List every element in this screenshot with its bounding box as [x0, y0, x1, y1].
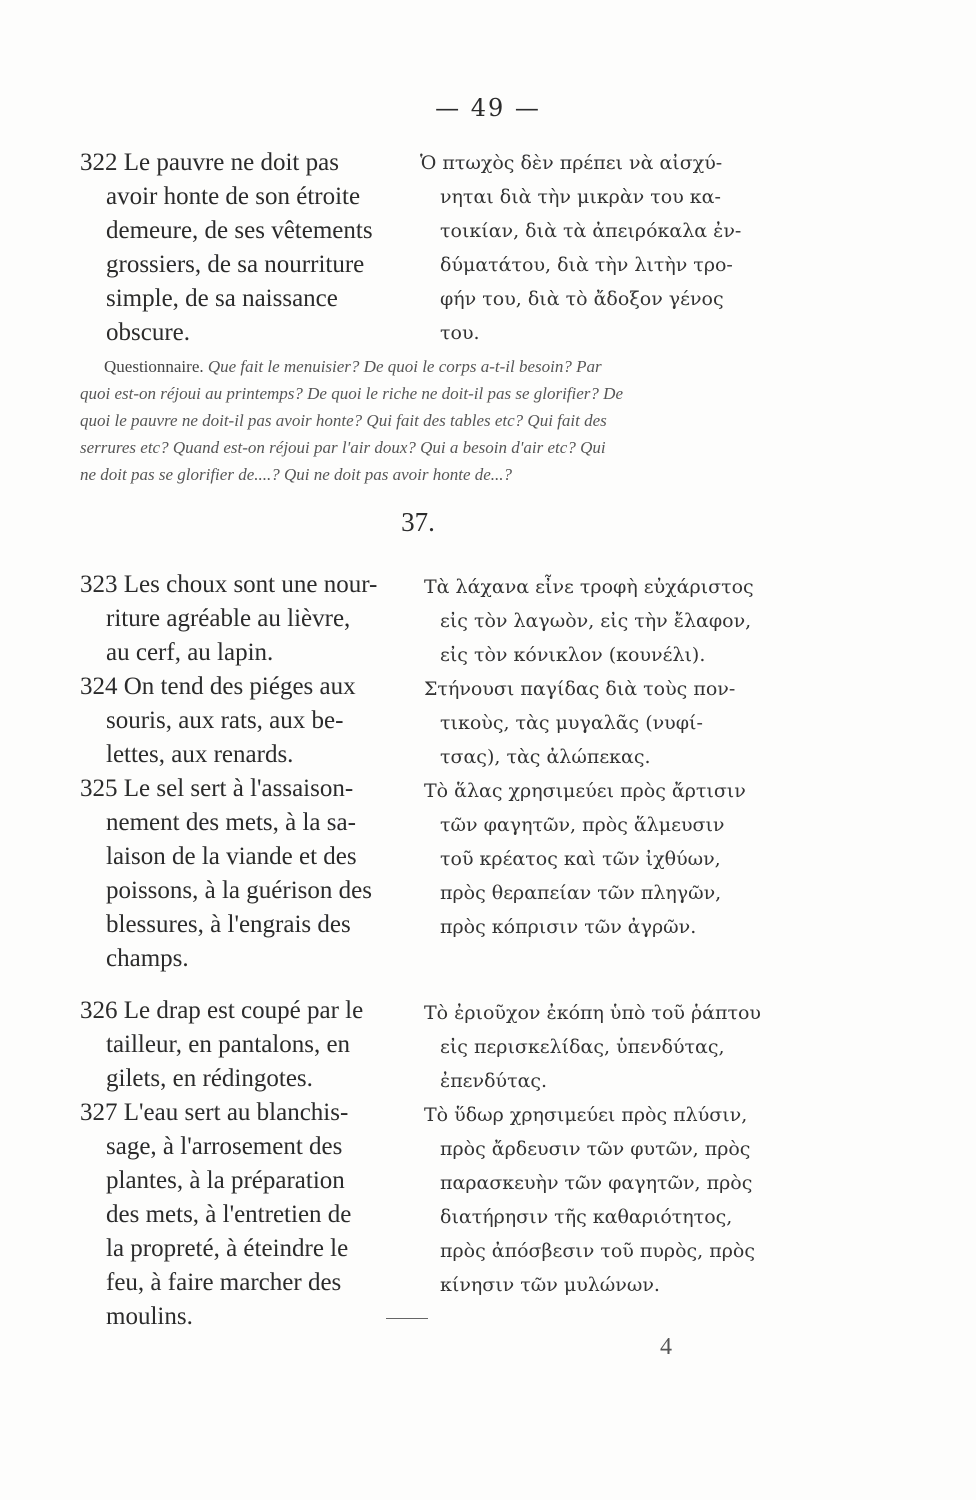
french-line: blessures, à l'engrais des [106, 911, 351, 938]
greek-line: πρὸς θεραπείαν τῶν πληγῶν, [440, 882, 722, 904]
greek-line: του. [440, 322, 480, 344]
french-line: 324 On tend des piéges aux [80, 673, 356, 700]
questionnaire-line: quoi le pauvre ne doit-il pas avoir honte? Qui fait des tables etc? Qui fait des [80, 411, 607, 430]
french-line: riture agréable au lièvre, [106, 605, 351, 632]
greek-line: ἐπενδύτας. [440, 1070, 548, 1092]
greek-line: τῶν φαγητῶν, πρὸς ἅλμευσιν [440, 814, 725, 836]
french-line: au cerf, au lapin. [106, 639, 274, 666]
french-line: 326 Le drap est coupé par le [80, 997, 364, 1024]
french-line: demeure, de ses vêtements [106, 217, 373, 244]
french-line: champs. [106, 945, 189, 972]
questionnaire-line: ne doit pas se glorifier de....? Qui ne doit pas avoir honte de...? [80, 465, 513, 484]
french-line: gilets, en rédingotes. [106, 1065, 313, 1092]
greek-line: εἰς περισκελίδας, ὑπενδύτας, [440, 1036, 725, 1058]
french-line: sage, à l'arrosement des [106, 1133, 343, 1160]
greek-line: νηται διὰ τὴν μικρὰν του κα- [440, 186, 721, 208]
french-line: laison de la viande et des [106, 843, 357, 870]
greek-line: εἰς τὸν λαγωὸν, εἰς τὴν ἔλαφον, [440, 610, 752, 632]
greek-line: πρὸς ἄρδευσιν τῶν φυτῶν, πρὸς [440, 1138, 751, 1160]
french-line: feu, à faire marcher des [106, 1269, 342, 1296]
greek-line: Ὁ πτωχὸς δὲν πρέπει νὰ αἰσχύ- [420, 152, 723, 174]
greek-line: πρὸς κόπρισιν τῶν ἀγρῶν. [440, 916, 697, 938]
greek-line: τσας), τὰς ἀλώπεκας. [440, 746, 651, 768]
bottom-rule [386, 1318, 428, 1319]
greek-line: εἰς τὸν κόνικλον (κουνέλι). [440, 644, 706, 666]
questionnaire-label: Questionnaire. [104, 357, 204, 376]
french-line: simple, de sa naissance [106, 285, 338, 312]
greek-line: πρὸς ἀπόσβεσιν τοῦ πυρὸς, πρὸς [440, 1240, 755, 1262]
greek-line: φήν του, διὰ τὸ ἄδοξον γένος [440, 288, 724, 310]
french-line: 323 Les choux sont une nour- [80, 571, 378, 598]
greek-line: διατήρησιν τῆς καθαριότητος, [440, 1206, 733, 1228]
greek-line: τικοὺς, τὰς μυγαλᾶς (νυφί- [440, 712, 703, 734]
greek-line: τοῦ κρέατος καὶ τῶν ἰχθύων, [440, 848, 721, 870]
french-line: tailleur, en pantalons, en [106, 1031, 351, 1058]
greek-line: δύματάτου, διὰ τὴν λιτὴν τρο- [440, 254, 733, 276]
greek-line: παρασκευὴν τῶν φαγητῶν, πρὸς [440, 1172, 753, 1194]
french-line: grossiers, de sa nourriture [106, 251, 365, 278]
greek-line: Τὸ ὕδωρ χρησιμεύει πρὸς πλύσιν, [424, 1104, 748, 1126]
section-number: 37. [401, 507, 435, 537]
french-line: des mets, à l'entretien de [106, 1201, 352, 1228]
greek-line: Τὰ λάχανα εἶνε τροφὴ εὐχάριστος [424, 576, 754, 598]
questionnaire-line: Que fait le menuisier? De quoi le corps a-t-il besoin? Par [207, 357, 602, 376]
french-line: nement des mets, à la sa- [106, 809, 356, 836]
questionnaire-line: quoi est-on réjoui au printemps? De quoi le riche ne doit-il pas se glorifier? De [80, 384, 623, 403]
greek-line: Τὸ ἅλας χρησιμεύει πρὸς ἄρτισιν [424, 780, 746, 802]
questionnaire-line: serrures etc? Quand est-on réjoui par l'air doux? Qui a besoin d'air etc? Qui [80, 438, 606, 457]
french-line: la propreté, à éteindre le [106, 1235, 349, 1262]
french-line: souris, aux rats, aux be- [106, 707, 344, 734]
french-line: moulins. [106, 1303, 193, 1330]
french-line: lettes, aux renards. [106, 741, 294, 768]
greek-line: Τὸ ἐριοῦχον ἐκόπη ὑπὸ τοῦ ῥάπτου [424, 1002, 761, 1024]
french-line: obscure. [106, 319, 190, 346]
greek-line: τοικίαν, διὰ τὰ ἀπειρόκαλα ἐν- [440, 220, 742, 242]
french-line: poissons, à la guérison des [106, 877, 372, 904]
french-line: avoir honte de son étroite [106, 183, 361, 210]
page-number: — 49 — [435, 94, 541, 122]
french-line: 325 Le sel sert à l'assaison- [80, 775, 354, 802]
greek-line: Στήνουσι παγίδας διὰ τοὺς πον- [424, 678, 736, 700]
french-line: plantes, à la préparation [106, 1167, 345, 1194]
signature-mark: 4 [660, 1334, 672, 1360]
greek-line: κίνησιν τῶν μυλώνων. [440, 1274, 660, 1296]
french-line: 322 Le pauvre ne doit pas [80, 149, 339, 176]
french-line: 327 L'eau sert au blanchis- [80, 1099, 349, 1126]
